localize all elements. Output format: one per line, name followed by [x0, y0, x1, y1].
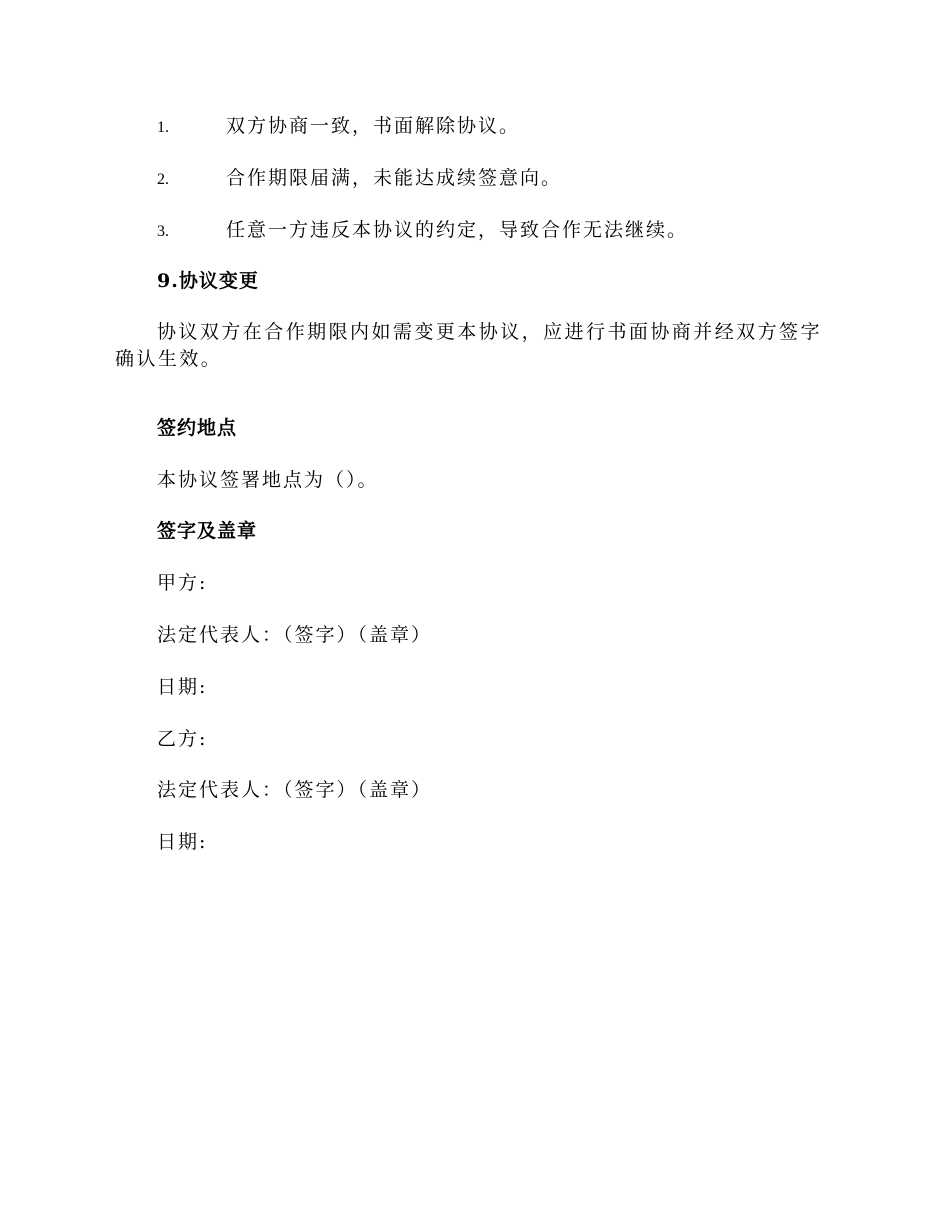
section-body-change: 协议双方在合作期限内如需变更本协议，应进行书面协商并经双方签字确认生效。 — [115, 321, 822, 370]
section-body-location: 本协议签署地点为（）。 — [157, 469, 379, 491]
party-b-date: 日期: — [157, 831, 208, 853]
party-a-representative: 法定代表人：（签字）（盖章） — [157, 624, 433, 646]
list-item-2-text: 合作期限届满，未能达成续签意向。 — [226, 167, 563, 189]
list-item-3-text: 任意一方违反本协议的约定，导致合作无法继续。 — [226, 219, 689, 241]
party-b-representative: 法定代表人：（签字）（盖章） — [157, 779, 433, 801]
party-a-date: 日期: — [157, 676, 208, 698]
list-item-1-text: 双方协商一致，书面解除协议。 — [226, 115, 521, 137]
list-item-1-number: 1. — [157, 119, 169, 136]
section-heading-signature: 签字及盖章 — [157, 520, 258, 542]
party-b-label: 乙方: — [157, 728, 208, 750]
section-heading-change: 9.协议变更 — [157, 270, 259, 292]
section-heading-location: 签约地点 — [157, 417, 238, 439]
list-item-2-number: 2. — [157, 171, 169, 188]
party-a-label: 甲方: — [157, 572, 208, 594]
list-item-3-number: 3. — [157, 223, 169, 240]
